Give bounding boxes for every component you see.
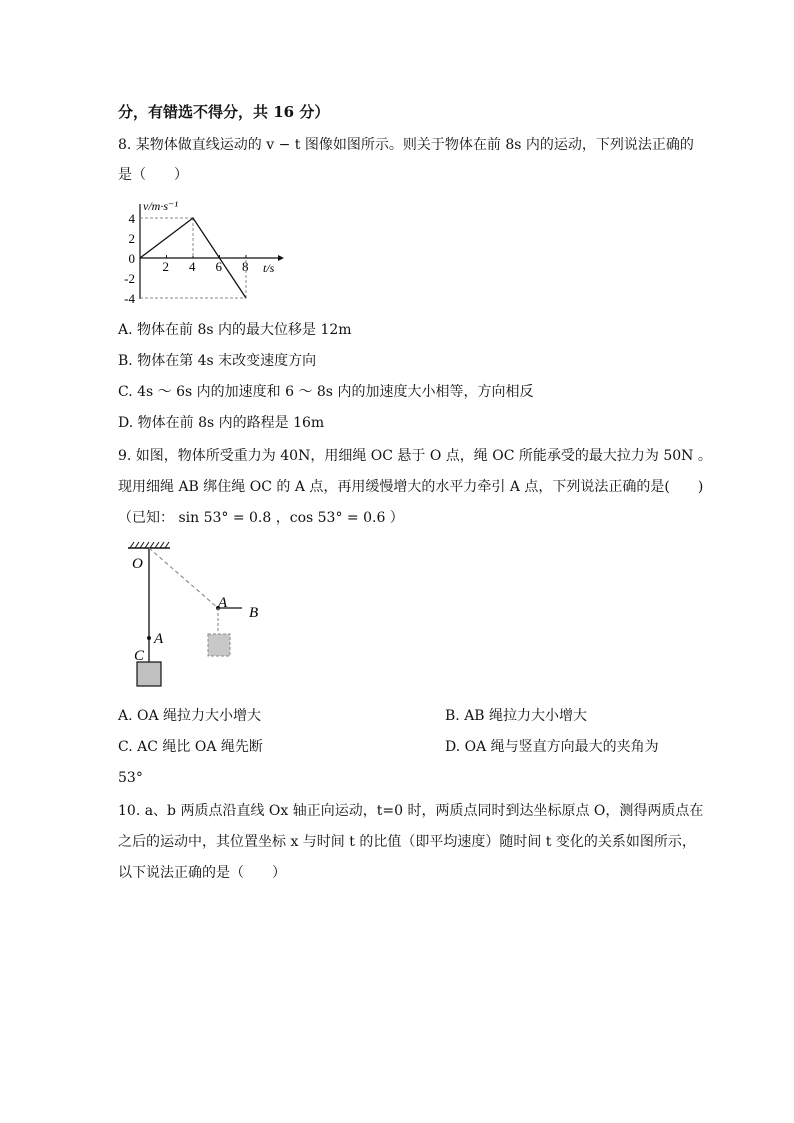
x-tick-label: 6 (215, 259, 222, 274)
point-a-left (147, 636, 151, 640)
q9-option-d-tail: 53° (118, 770, 143, 786)
y-tick-label: 0 (128, 251, 135, 266)
x-axis-arrow (278, 255, 284, 261)
q10-line2: 之后的运动中，其位置坐标 x 与时间 t 的比值（即平均速度）随时间 t 变化的关系如图所示， (118, 834, 696, 850)
y-tick-label: -2 (124, 271, 135, 286)
q8-option-d: D. 物体在前 8s 内的路程是 16m (118, 415, 325, 431)
q8-option-b: B. 物体在第 4s 末改变速度方向 (118, 353, 317, 369)
q8-stem-line1: 8. 某物体做直线运动的 v − t 图像如图所示。则关于物体在前 8s 内的运动，下列说法正确的 (118, 137, 694, 153)
q8-option-a: A. 物体在前 8s 内的最大位移是 12m (118, 322, 352, 338)
label-o: O (132, 556, 143, 572)
q9-stem-line2: 现用细绳 AB 绑住绳 OC 的 A 点，再用缓慢增大的水平力牵引 A 点，下列说法正确的是( ) (118, 479, 704, 495)
label-a-left: A (154, 631, 164, 647)
block-dashed (208, 634, 230, 656)
y-axis-label: v/m·s⁻¹ (143, 199, 178, 213)
q9-stem-line3: （已知： sin 53° = 0.8 ，cos 53° = 0.6 ） (118, 510, 404, 526)
label-b: B (249, 605, 259, 621)
q8-stem-line2: 是（ ） (118, 167, 188, 183)
q9-option-b: B. AB 绳拉力大小增大 (445, 708, 588, 724)
ceiling-hatch (130, 542, 169, 548)
y-tick-label: 2 (128, 231, 135, 246)
label-a-right: A (218, 595, 228, 611)
vt-chart (115, 196, 290, 308)
x-tick-label: 8 (242, 259, 249, 274)
q10-line1: 10. a、b 两质点沿直线 Ox 轴正向运动，t=0 时，两质点同时到达坐标原点 O，测得两质点在 (118, 803, 704, 819)
section-tail: 分，有错选不得分，共 16 分） (118, 103, 330, 121)
rope-oa-dashed (149, 548, 218, 608)
q9-stem-line1: 9. 如图，物体所受重力为 40N，用细绳 OC 悬于 O 点，绳 OC 所能承受的最大拉力为 50N 。 (118, 448, 712, 464)
x-tick-label: 2 (162, 259, 169, 274)
q8-option-c: C. 4s ～ 6s 内的加速度和 6 ～ 8s 内的加速度大小相等，方向相反 (118, 384, 534, 400)
y-tick-label: -4 (124, 291, 135, 306)
x-tick-label: 4 (189, 259, 196, 274)
q9-option-c: C. AC 绳比 OA 绳先断 (118, 739, 263, 755)
x-axis-label: t/s (263, 261, 275, 275)
q9-option-a: A. OA 绳拉力大小增大 (118, 708, 262, 724)
hanging-block (137, 662, 161, 686)
q10-line3: 以下说法正确的是（ ） (118, 865, 286, 881)
q9-option-d: D. OA 绳与竖直方向最大的夹角为 (445, 739, 659, 755)
y-tick-label: 4 (128, 211, 135, 226)
rope-diagram (120, 540, 280, 692)
label-c: C (134, 648, 145, 664)
